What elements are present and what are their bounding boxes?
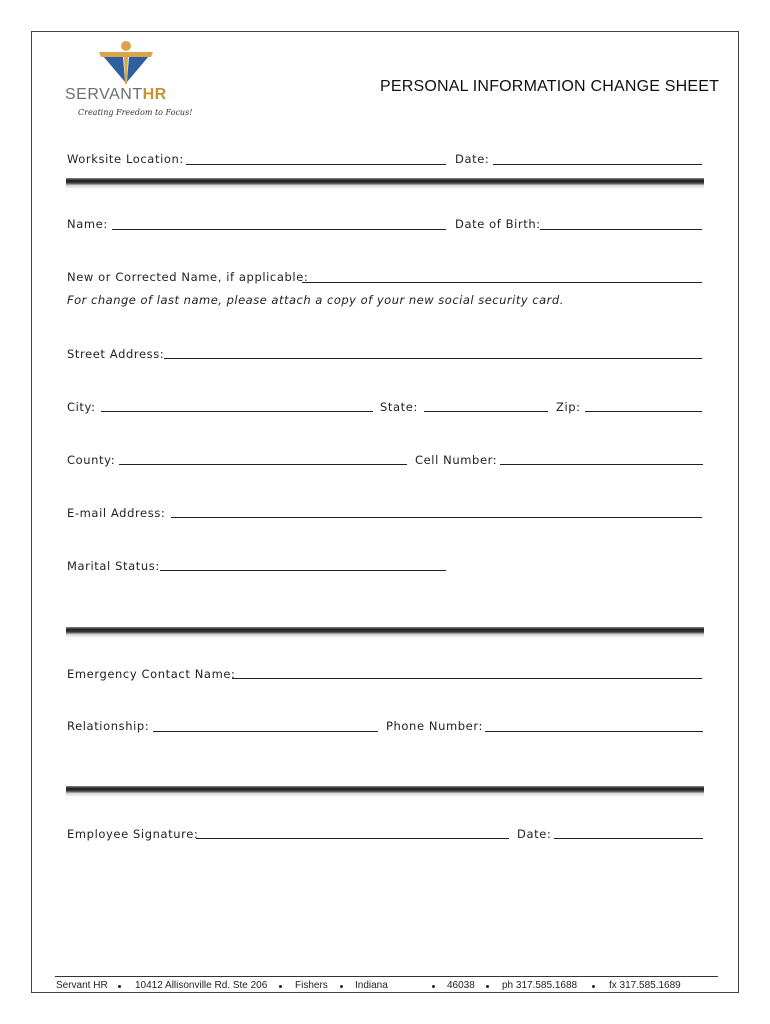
date-of-birth-label: Date of Birth: [455, 217, 541, 231]
employee-signature-label: Employee Signature: [67, 827, 199, 841]
section-divider-3 [66, 786, 704, 793]
section-divider-1 [66, 178, 704, 185]
footer-city: Fishers [295, 980, 328, 991]
marital-status-label: Marital Status: [67, 559, 160, 573]
footer-state: Indiana [355, 980, 388, 991]
emergency-contact-name-field[interactable] [232, 678, 702, 679]
footer-address: 10412 Allisonville Rd. Ste 206 [135, 980, 268, 991]
footer-bullet [118, 985, 121, 988]
footer-phone: ph 317.585.1688 [502, 980, 578, 991]
email-label: E-mail Address: [67, 506, 166, 520]
emergency-contact-name-label: Emergency Contact Name: [67, 667, 236, 681]
street-address-field[interactable] [164, 358, 702, 359]
new-name-field[interactable] [302, 282, 702, 283]
page-title: PERSONAL INFORMATION CHANGE SHEET [380, 78, 720, 95]
date-top-label: Date: [455, 152, 490, 166]
state-field[interactable] [424, 411, 548, 412]
footer-bullet [340, 985, 343, 988]
worksite-location-label: Worksite Location: [67, 152, 184, 166]
date-bottom-field[interactable] [554, 838, 703, 839]
cell-number-label: Cell Number: [415, 453, 498, 467]
date-bottom-label: Date: [517, 827, 552, 841]
logo-wordmark [65, 86, 167, 104]
footer-bullet [432, 985, 435, 988]
county-field[interactable] [119, 464, 407, 465]
marital-status-field[interactable] [160, 570, 446, 571]
logo-left-wing [103, 56, 125, 82]
footer-bullet [592, 985, 595, 988]
section-divider-2 [66, 627, 704, 634]
relationship-label: Relationship: [67, 719, 150, 733]
worksite-location-field[interactable] [186, 164, 446, 165]
zip-field[interactable] [585, 411, 702, 412]
phone-number-label: Phone Number: [386, 719, 483, 733]
date-of-birth-field[interactable] [540, 229, 702, 230]
footer-fax: fx 317.585.1689 [609, 980, 681, 991]
name-field[interactable] [112, 229, 446, 230]
phone-number-field[interactable] [485, 731, 703, 732]
zip-label: Zip: [556, 400, 581, 414]
new-name-note: For change of last name, please attach a copy of your new social security card. [67, 293, 564, 307]
logo-brand-servant: SERVANT [65, 86, 143, 103]
footer-zip: 46038 [447, 980, 475, 991]
footer-bullet [486, 985, 489, 988]
logo-head [121, 41, 131, 51]
employee-signature-field[interactable] [196, 838, 509, 839]
logo-right-wing [127, 56, 149, 82]
footer-bullet [279, 985, 282, 988]
city-field[interactable] [101, 411, 373, 412]
footer-company: Servant HR [56, 980, 108, 991]
email-field[interactable] [171, 517, 702, 518]
date-top-field[interactable] [493, 164, 702, 165]
logo-brand-hr: HR [142, 86, 167, 103]
street-address-label: Street Address: [67, 347, 165, 361]
footer-rule [55, 976, 718, 977]
cell-number-field[interactable] [500, 464, 703, 465]
state-label: State: [380, 400, 418, 414]
relationship-field[interactable] [153, 731, 378, 732]
logo-tagline: Creating Freedom to Focus! [78, 108, 193, 117]
city-label: City: [67, 400, 96, 414]
name-label: Name: [67, 217, 108, 231]
county-label: County: [67, 453, 116, 467]
new-name-label: New or Corrected Name, if applicable: [67, 270, 309, 284]
